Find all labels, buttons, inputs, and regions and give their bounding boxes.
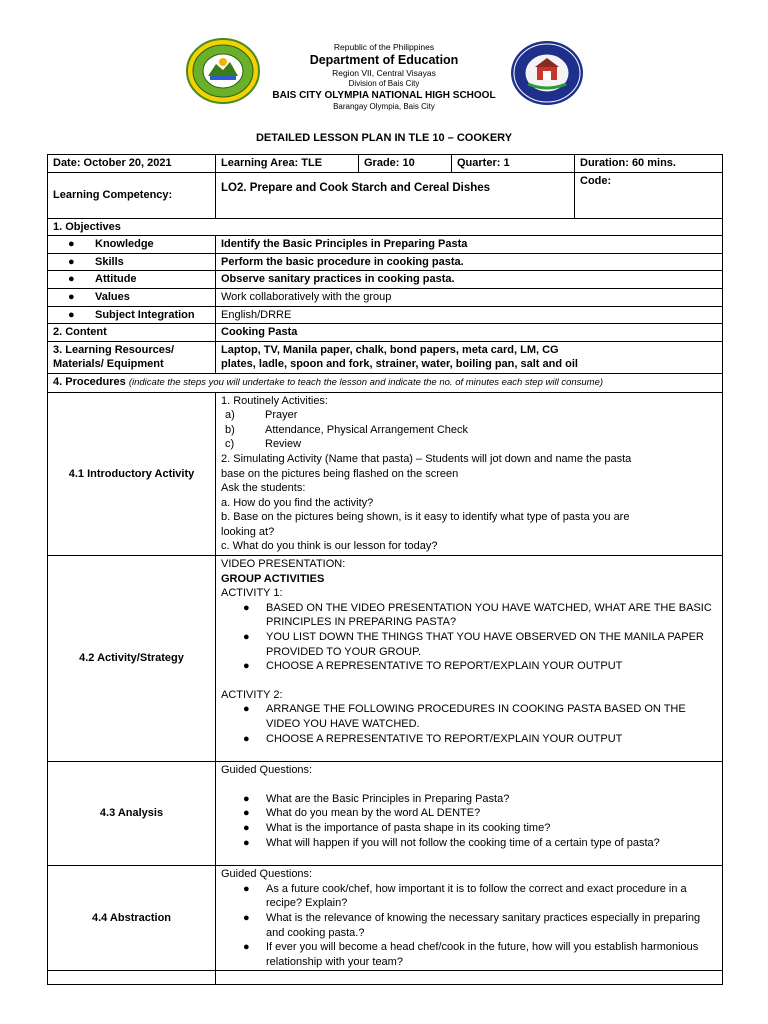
list-item: ● ARRANGE THE FOLLOWING PROCEDURES IN COOKING PASTA BASED ON THE VIDEO YOU HAVE WATCHED. <box>243 703 686 730</box>
analysis-label: 4.3 Analysis <box>48 762 216 866</box>
bullet-icon: ● <box>68 290 75 303</box>
objective-label: ● Skills <box>48 253 216 271</box>
objectives-heading-row <box>48 218 723 236</box>
department-line: Department of Education <box>309 53 459 67</box>
list-item: ● As a future cook/chef, how important it is to follow the correct and exact procedure in a recipe? Explain? <box>243 882 687 910</box>
duration-cell: Duration: 60 mins. <box>575 155 723 173</box>
objective-label: ● Subject Integration <box>48 306 216 324</box>
objective-row <box>48 288 723 306</box>
procedures-heading-row <box>48 373 723 392</box>
objective-label: ● Attitude <box>48 271 216 289</box>
bullet-icon: ● <box>243 601 250 614</box>
bullet-icon: ● <box>243 836 250 849</box>
bullet-icon: ● <box>68 255 75 268</box>
list-item: ● CHOOSE A REPRESENTATIVE TO REPORT/EXPLAIN YOUR OUTPUT <box>243 732 623 745</box>
region-line: Region VII, Central Visayas <box>332 68 436 78</box>
bullet-icon: ● <box>243 821 250 834</box>
bullet-icon: ● <box>243 911 250 924</box>
introductory-label: 4.1 Introductory Activity <box>48 392 216 556</box>
resources-row <box>48 341 723 373</box>
analysis-content: Guided Questions: ● What are the Basic Principles in Preparing Pasta? ● What do you mean by the word AL DENTE? ● What is the importance of pasta shape in its cooking time? ● What will happen if you will not follow the cooking time of a certain type of pasta? <box>216 762 723 866</box>
procedures-heading: 4. Procedures (indicate the steps you will undertake to teach the lesson and indicate the no. of minutes each step will consume) <box>48 373 723 392</box>
list-item: ● If ever you will become a head chef/cook in the future, how will you establish harmonious relationship with your team? <box>243 941 699 968</box>
analysis-row <box>48 762 723 866</box>
bullet-icon: ● <box>243 732 250 745</box>
objective-label: ● Knowledge <box>48 236 216 254</box>
bullet-icon: ● <box>243 660 250 673</box>
quarter-cell: Quarter: 1 <box>452 155 575 173</box>
resources-value: Laptop, TV, Manila paper, chalk, bond papers, meta card, LM, CG plates, ladle, spoon and fork, strainer, water, boiling pan, salt and oil <box>216 341 723 373</box>
list-item: ● What are the Basic Principles in Preparing Pasta? <box>243 792 510 805</box>
empty-cell <box>48 971 216 985</box>
abstraction-row <box>48 866 723 971</box>
list-item: ● What is the importance of pasta shape in its cooking time? <box>243 821 551 834</box>
learning-area-cell: Learning Area: TLE <box>216 155 359 173</box>
content-row <box>48 324 723 342</box>
date-cell: Date: October 20, 2021 <box>48 155 216 173</box>
bullet-icon: ● <box>68 273 75 286</box>
content-label: 2. Content <box>48 324 216 342</box>
competency-value: LO2. Prepare and Cook Starch and Cereal Dishes <box>216 172 575 218</box>
bullet-icon: ● <box>243 792 250 805</box>
list-item: ● What is the relevance of knowing the necessary sanitary practices especially in preparing and cooking pasta.? <box>243 911 701 939</box>
empty-cell <box>216 971 723 985</box>
grade-cell: Grade: 10 <box>359 155 452 173</box>
school-address: Barangay Olympia, Bais City <box>333 102 435 111</box>
list-item: ● What do you mean by the word AL DENTE? <box>243 807 481 820</box>
introductory-content: 1. Routinely Activities: a) Prayer b) Attendance, Physical Arrangement Check c) Review 2. Simulating Activity (Name that pasta) – Students will jot down and name the pasta base on the pictures being flashed on the screen Ask the students: a. How do you find the activity? b. Base on the pictures being shown, is it easy to identify what type of pasta you are looking at? c. What do you think is our lesson for today? <box>216 392 723 556</box>
bullet-icon: ● <box>68 308 75 321</box>
objective-value: English/DRRE <box>216 306 723 324</box>
objective-value: Observe sanitary practices in cooking pasta. <box>216 271 723 289</box>
document-title: DETAILED LESSON PLAN IN TLE 10 – COOKERY <box>255 132 513 144</box>
procedures-note: (indicate the steps you will undertake to teach the lesson and indicate the no. of minutes each step will consume) <box>128 376 604 388</box>
list-item: ● CHOOSE A REPRESENTATIVE TO REPORT/EXPLAIN YOUR OUTPUT <box>243 660 623 673</box>
list-item: c) Review <box>225 438 302 451</box>
objective-value: Identify the Basic Principles in Preparing Pasta <box>216 236 723 254</box>
activity-content: VIDEO PRESENTATION: GROUP ACTIVITIES ACTIVITY 1: ● BASED ON THE VIDEO PRESENTATION YOU HAVE WATCHED, WHAT ARE THE BASIC PRINCIPLES IN PREPARING PASTA? ● YOU LIST DOWN THE THINGS THAT YOU HAVE OBSERVED ON THE MANILA PAPER PROVIDED TO YOUR GROUP. ● CHOOSE A REPRESENTATIVE TO REPORT/EXPLAIN YOUR OUTPUT ACTIVITY 2: ● ARRANGE THE FOLLOWING PROCEDURES IN COOKING PASTA BASED ON THE VIDEO YOU HAVE WATCHED. ● CHOOSE A REPRESENTATIVE TO REPORT/EXPLAIN YOUR OUTPUT <box>216 556 723 762</box>
bullet-icon: ● <box>243 631 250 644</box>
introductory-row <box>48 392 723 556</box>
bullet-icon: ● <box>243 807 250 820</box>
objective-row <box>48 271 723 289</box>
objective-value: Perform the basic procedure in cooking pasta. <box>216 253 723 271</box>
objective-label: ● Values <box>48 288 216 306</box>
objective-row <box>48 253 723 271</box>
lesson-plan-table <box>47 154 723 985</box>
activity-row <box>48 556 723 762</box>
division-line: Division of Bais City <box>348 79 420 88</box>
list-item: ● YOU LIST DOWN THE THINGS THAT YOU HAVE OBSERVED ON THE MANILA PAPER PROVIDED TO YOUR GROUP. <box>243 631 704 658</box>
list-item: a) Prayer <box>225 409 298 422</box>
info-row <box>48 155 723 173</box>
abstraction-content: Guided Questions: ● As a future cook/chef, how important it is to follow the correct and exact procedure in a recipe? Explain? ● What is the relevance of knowing the necessary sanitary practices especially in preparing and cooking pasta.? ● If ever you will become a head chef/cook in the future, how will you establish harmonious relationship with your team? <box>216 866 723 971</box>
school-name: BAIS CITY OLYMPIA NATIONAL HIGH SCHOOL <box>272 90 496 101</box>
bullet-icon: ● <box>68 238 75 251</box>
objective-row <box>48 306 723 324</box>
abstraction-label: 4.4 Abstraction <box>48 866 216 971</box>
list-item: ● BASED ON THE VIDEO PRESENTATION YOU HAVE WATCHED, WHAT ARE THE BASIC PRINCIPLES IN PREPARING PASTA? <box>243 601 712 629</box>
list-item: b) Attendance, Physical Arrangement Check <box>225 423 469 436</box>
empty-row <box>48 971 723 985</box>
republic-line: Republic of the Philippines <box>333 42 435 52</box>
bullet-icon: ● <box>243 941 250 954</box>
objective-row <box>48 236 723 254</box>
content-value: Cooking Pasta <box>216 324 723 342</box>
document-header <box>0 42 768 112</box>
competency-row <box>48 172 723 218</box>
bullet-icon: ● <box>243 882 250 895</box>
code-cell: Code: <box>575 172 723 218</box>
activity-label: 4.2 Activity/Strategy <box>48 556 216 762</box>
objective-value: Work collaboratively with the group <box>216 288 723 306</box>
list-item: ● What will happen if you will not follow the cooking time of a certain type of pasta? <box>243 836 660 849</box>
objectives-heading: 1. Objectives <box>48 218 723 236</box>
bullet-icon: ● <box>243 703 250 716</box>
resources-label: 3. Learning Resources/ Materials/ Equipment <box>48 341 216 373</box>
competency-label: Learning Competency: <box>48 172 216 218</box>
